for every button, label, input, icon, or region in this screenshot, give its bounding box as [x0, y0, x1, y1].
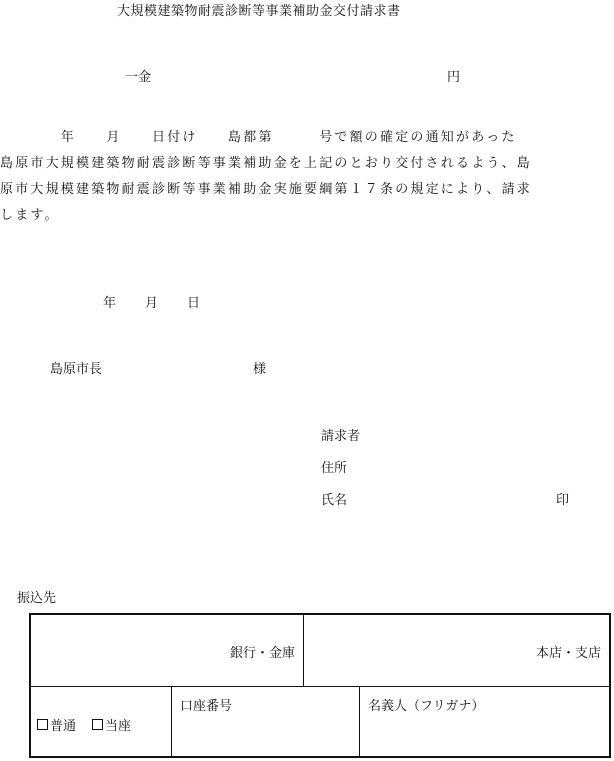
bank-transfer-table	[29, 613, 611, 758]
account-row	[31, 687, 609, 756]
bank-cell	[31, 615, 304, 686]
current-label: 当座	[105, 719, 132, 734]
amount-unit: 円	[447, 70, 461, 85]
body-line: 島原市大規模建築物耐震診断等事業補助金を上記のとおり交付されるよう、島	[0, 156, 533, 171]
account-type-ordinary-option[interactable]	[37, 715, 76, 734]
account-number-cell[interactable]	[172, 687, 360, 756]
ordinary-checkbox[interactable]	[37, 719, 48, 730]
addressee: 島原市長	[50, 362, 103, 377]
address-label: 住所	[321, 461, 348, 476]
bank-label: 銀行・金庫	[229, 646, 295, 661]
document-title: 大規模建築物耐震診断等事業補助金交付請求書	[117, 4, 401, 19]
body-line: 年 月 日付け 島都第 号で額の確定の通知があった	[0, 130, 517, 145]
account-type-options	[37, 715, 131, 734]
account-holder-cell[interactable]	[360, 687, 609, 756]
addressee-honorific: 様	[253, 362, 267, 377]
bank-row	[31, 615, 609, 687]
requester-label: 請求者	[321, 429, 361, 444]
request-date: 年 月 日	[103, 296, 202, 311]
account-type-current-option[interactable]	[92, 715, 131, 734]
account-type-cell	[31, 687, 172, 756]
current-checkbox[interactable]	[92, 719, 103, 730]
branch-label: 本店・支店	[535, 646, 601, 661]
request-body-paragraph	[0, 125, 592, 229]
body-line: 原市大規模建築物耐震診断等事業補助金実施要綱第１７条の規定により、請求	[0, 182, 533, 197]
branch-cell	[304, 615, 609, 686]
account-number-label: 口座番号	[180, 699, 233, 714]
seal-label: 印	[556, 493, 570, 508]
body-line: します。	[0, 208, 60, 223]
account-holder-label: 名義人（フリガナ）	[368, 699, 485, 714]
transfer-destination-label: 振込先	[17, 591, 57, 606]
name-label: 氏名	[321, 493, 348, 508]
amount-label: 一金	[125, 70, 152, 85]
ordinary-label: 普通	[50, 719, 77, 734]
